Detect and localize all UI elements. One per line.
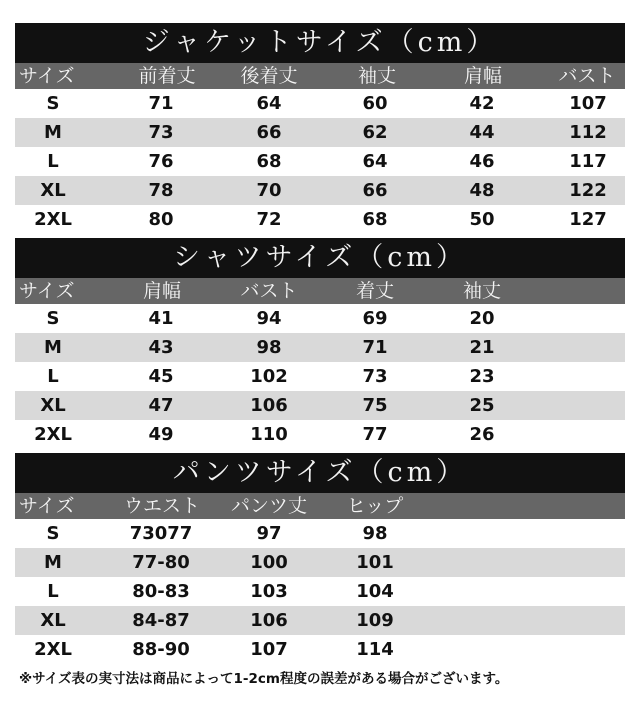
table-cell: 23: [469, 366, 495, 387]
table-cell: 107: [250, 639, 288, 660]
table-cell: 76: [148, 151, 174, 172]
table-cell: 88-90: [132, 639, 190, 660]
header-cell: 着丈: [355, 280, 395, 302]
table-cell: 2XL: [34, 639, 72, 660]
table-cell: 112: [569, 122, 607, 143]
header-cell: ヒップ: [346, 495, 404, 517]
header-cell: サイズ: [19, 495, 75, 517]
table-cell: 2XL: [34, 424, 72, 445]
table-row: [15, 420, 625, 449]
header-cell: サイズ: [19, 65, 75, 87]
table-cell: 64: [256, 93, 282, 114]
header-cell: 肩幅: [463, 65, 503, 87]
header-cell: 袖丈: [357, 65, 397, 87]
table-cell: 103: [250, 581, 288, 602]
table-row: [15, 635, 625, 664]
table-row: [15, 606, 625, 635]
table-cell: 71: [362, 337, 388, 358]
table-cell: 78: [148, 180, 174, 201]
table-cell: 26: [469, 424, 495, 445]
table-row: [15, 176, 625, 205]
header-row: [15, 63, 625, 89]
table-cell: 75: [362, 395, 388, 416]
table-cell: 71: [148, 93, 174, 114]
table-cell: 110: [250, 424, 288, 445]
table-cell: 68: [256, 151, 282, 172]
table-cell: 84-87: [132, 610, 190, 631]
table-cell: L: [47, 366, 59, 387]
table-cell: 73077: [129, 523, 193, 544]
header-cell: 肩幅: [142, 280, 182, 302]
table-cell: 106: [250, 395, 288, 416]
table-cell: 94: [256, 308, 282, 329]
table-cell: 62: [362, 122, 388, 143]
table-title: シャツサイズ（cm）: [15, 238, 625, 278]
table-cell: 66: [362, 180, 388, 201]
table-cell: 102: [250, 366, 288, 387]
table-cell: 73: [362, 366, 388, 387]
pants-size-table: [15, 453, 625, 664]
header-cell: 袖丈: [462, 280, 502, 302]
table-row: [15, 391, 625, 420]
table-cell: 45: [148, 366, 174, 387]
header-cell: 後着丈: [240, 65, 298, 87]
table-cell: 109: [356, 610, 394, 631]
table-cell: 47: [148, 395, 174, 416]
table-cell: 127: [569, 209, 607, 230]
header-cell: バスト: [558, 65, 616, 87]
table-cell: 98: [256, 337, 282, 358]
table-cell: 72: [256, 209, 282, 230]
table-cell: 97: [256, 523, 282, 544]
table-row: [15, 577, 625, 606]
table-cell: 41: [148, 308, 174, 329]
table-row: [15, 147, 625, 176]
table-cell: L: [47, 151, 59, 172]
table-cell: 43: [148, 337, 174, 358]
table-cell: 77: [362, 424, 388, 445]
table-cell: 2XL: [34, 209, 72, 230]
table-row: [15, 205, 625, 234]
table-cell: XL: [40, 610, 66, 631]
header-cell: ウエスト: [123, 495, 201, 517]
table-cell: 80-83: [132, 581, 190, 602]
table-row: [15, 333, 625, 362]
header-cell: 前着丈: [138, 65, 196, 87]
header-row: [15, 493, 625, 519]
table-cell: 21: [469, 337, 495, 358]
table-cell: 20: [469, 308, 495, 329]
table-cell: S: [46, 93, 60, 114]
table-cell: 64: [362, 151, 388, 172]
table-cell: 114: [356, 639, 394, 660]
table-cell: 42: [469, 93, 495, 114]
table-cell: 100: [250, 552, 288, 573]
table-row: [15, 362, 625, 391]
shirt-size-table: [15, 238, 625, 449]
table-cell: 73: [148, 122, 174, 143]
table-cell: 66: [256, 122, 282, 143]
table-cell: 98: [362, 523, 388, 544]
table-cell: L: [47, 581, 59, 602]
footnote: ※サイズ表の実寸法は商品によって1-2cm程度の誤差がある場合がございます。: [19, 671, 509, 687]
table-cell: 101: [356, 552, 394, 573]
table-cell: 25: [469, 395, 495, 416]
jacket-size-table: [15, 23, 625, 234]
table-cell: 69: [362, 308, 388, 329]
table-title: パンツサイズ（cm）: [15, 453, 625, 493]
table-cell: 60: [362, 93, 388, 114]
table-cell: XL: [40, 395, 66, 416]
table-cell: 122: [569, 180, 607, 201]
table-cell: XL: [40, 180, 66, 201]
table-cell: 107: [569, 93, 607, 114]
table-cell: 104: [356, 581, 394, 602]
table-cell: M: [44, 122, 62, 143]
table-cell: 46: [469, 151, 495, 172]
table-cell: S: [46, 523, 60, 544]
table-cell: 44: [469, 122, 495, 143]
table-cell: 48: [469, 180, 495, 201]
table-cell: 49: [148, 424, 174, 445]
size-chart: [15, 23, 625, 694]
table-row: [15, 304, 625, 333]
table-title: ジャケットサイズ（cm）: [15, 23, 625, 63]
table-cell: 70: [256, 180, 282, 201]
table-cell: M: [44, 337, 62, 358]
table-cell: 80: [148, 209, 174, 230]
table-cell: 117: [569, 151, 607, 172]
table-cell: 68: [362, 209, 388, 230]
table-cell: 106: [250, 610, 288, 631]
table-row: [15, 519, 625, 548]
header-row: [15, 278, 625, 304]
table-row: [15, 548, 625, 577]
table-cell: 50: [469, 209, 495, 230]
table-row: [15, 118, 625, 147]
header-cell: バスト: [240, 280, 298, 302]
table-cell: 77-80: [132, 552, 190, 573]
table-cell: M: [44, 552, 62, 573]
table-cell: S: [46, 308, 60, 329]
table-row: [15, 89, 625, 118]
header-cell: パンツ丈: [230, 495, 308, 517]
header-cell: サイズ: [19, 280, 75, 302]
